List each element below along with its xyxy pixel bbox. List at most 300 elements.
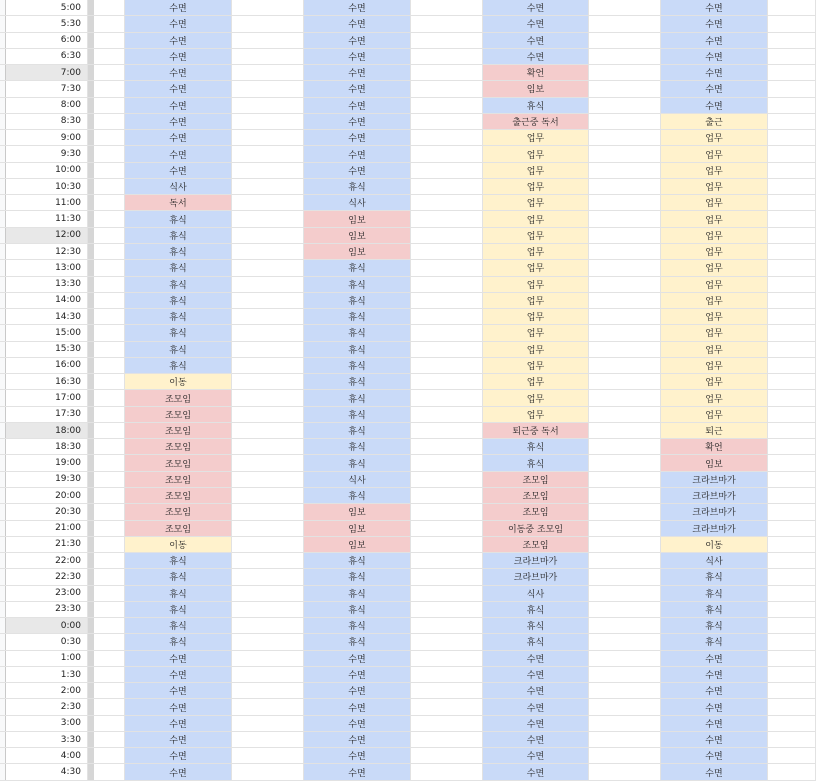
schedule-cell[interactable]: 휴식 xyxy=(661,602,768,617)
time-cell[interactable]: 15:00 xyxy=(6,325,88,340)
empty-cell[interactable] xyxy=(94,472,125,487)
schedule-cell[interactable]: 업무 xyxy=(661,163,768,178)
empty-cell[interactable] xyxy=(589,211,661,226)
empty-cell[interactable] xyxy=(411,211,483,226)
empty-cell[interactable] xyxy=(589,553,661,568)
empty-cell[interactable] xyxy=(589,49,661,64)
empty-cell[interactable] xyxy=(411,130,483,145)
schedule-cell[interactable]: 수면 xyxy=(125,716,232,731)
empty-cell[interactable] xyxy=(94,667,125,682)
empty-cell[interactable] xyxy=(768,325,816,340)
empty-cell[interactable] xyxy=(768,602,816,617)
empty-cell[interactable] xyxy=(768,699,816,714)
empty-cell[interactable] xyxy=(768,569,816,584)
empty-cell[interactable] xyxy=(232,504,304,519)
empty-cell[interactable] xyxy=(768,179,816,194)
schedule-cell[interactable]: 출근중 독서 xyxy=(483,114,589,129)
schedule-cell[interactable]: 식사 xyxy=(304,195,411,210)
schedule-cell[interactable]: 휴식 xyxy=(304,374,411,389)
empty-cell[interactable] xyxy=(589,390,661,405)
empty-cell[interactable] xyxy=(94,390,125,405)
schedule-cell[interactable]: 휴식 xyxy=(661,569,768,584)
empty-cell[interactable] xyxy=(768,309,816,324)
schedule-cell[interactable]: 휴식 xyxy=(304,553,411,568)
empty-cell[interactable] xyxy=(94,98,125,113)
schedule-cell[interactable]: 업무 xyxy=(661,179,768,194)
time-cell[interactable]: 7:30 xyxy=(6,81,88,96)
schedule-cell[interactable]: 수면 xyxy=(125,98,232,113)
schedule-cell[interactable]: 수면 xyxy=(304,732,411,747)
empty-cell[interactable] xyxy=(589,33,661,48)
empty-cell[interactable] xyxy=(411,195,483,210)
empty-cell[interactable] xyxy=(411,374,483,389)
time-cell[interactable]: 8:00 xyxy=(6,98,88,113)
empty-cell[interactable] xyxy=(589,488,661,503)
empty-cell[interactable] xyxy=(411,65,483,80)
empty-cell[interactable] xyxy=(589,651,661,666)
schedule-cell[interactable]: 수면 xyxy=(483,732,589,747)
empty-cell[interactable] xyxy=(768,163,816,178)
empty-cell[interactable] xyxy=(232,683,304,698)
time-cell[interactable]: 8:30 xyxy=(6,114,88,129)
schedule-cell[interactable]: 휴식 xyxy=(304,260,411,275)
empty-cell[interactable] xyxy=(411,228,483,243)
schedule-cell[interactable]: 휴식 xyxy=(483,455,589,470)
schedule-cell[interactable]: 수면 xyxy=(661,699,768,714)
empty-cell[interactable] xyxy=(232,0,304,15)
time-cell[interactable]: 23:30 xyxy=(6,602,88,617)
empty-cell[interactable] xyxy=(589,602,661,617)
schedule-cell[interactable]: 퇴근 xyxy=(661,423,768,438)
schedule-cell[interactable]: 조모임 xyxy=(125,504,232,519)
empty-cell[interactable] xyxy=(94,521,125,536)
time-cell[interactable]: 19:00 xyxy=(6,455,88,470)
time-cell[interactable]: 9:30 xyxy=(6,146,88,161)
time-cell[interactable]: 10:00 xyxy=(6,163,88,178)
empty-cell[interactable] xyxy=(589,683,661,698)
empty-cell[interactable] xyxy=(589,195,661,210)
time-cell[interactable]: 6:30 xyxy=(6,49,88,64)
empty-cell[interactable] xyxy=(589,407,661,422)
empty-cell[interactable] xyxy=(768,683,816,698)
empty-cell[interactable] xyxy=(232,407,304,422)
empty-cell[interactable] xyxy=(232,716,304,731)
schedule-cell[interactable]: 수면 xyxy=(125,49,232,64)
time-cell[interactable]: 11:30 xyxy=(6,211,88,226)
schedule-cell[interactable]: 휴식 xyxy=(125,228,232,243)
schedule-cell[interactable]: 업무 xyxy=(661,342,768,357)
empty-cell[interactable] xyxy=(411,98,483,113)
empty-cell[interactable] xyxy=(232,602,304,617)
schedule-cell[interactable]: 크라브마가 xyxy=(661,504,768,519)
schedule-cell[interactable]: 업무 xyxy=(661,244,768,259)
empty-cell[interactable] xyxy=(589,130,661,145)
schedule-cell[interactable]: 크라브마가 xyxy=(661,472,768,487)
empty-cell[interactable] xyxy=(411,407,483,422)
empty-cell[interactable] xyxy=(589,764,661,779)
empty-cell[interactable] xyxy=(768,748,816,763)
empty-cell[interactable] xyxy=(768,732,816,747)
time-cell[interactable]: 10:30 xyxy=(6,179,88,194)
schedule-cell[interactable]: 업무 xyxy=(661,130,768,145)
schedule-cell[interactable]: 업무 xyxy=(483,342,589,357)
schedule-cell[interactable]: 휴식 xyxy=(304,423,411,438)
empty-cell[interactable] xyxy=(232,748,304,763)
empty-cell[interactable] xyxy=(589,537,661,552)
schedule-cell[interactable]: 업무 xyxy=(661,407,768,422)
schedule-cell[interactable]: 조모임 xyxy=(483,504,589,519)
schedule-cell[interactable]: 업무 xyxy=(483,244,589,259)
schedule-cell[interactable]: 업무 xyxy=(483,407,589,422)
empty-cell[interactable] xyxy=(768,390,816,405)
schedule-cell[interactable]: 이동 xyxy=(125,537,232,552)
schedule-cell[interactable]: 수면 xyxy=(661,16,768,31)
schedule-cell[interactable]: 조모임 xyxy=(125,439,232,454)
time-cell[interactable]: 5:00 xyxy=(6,0,88,15)
schedule-cell[interactable]: 수면 xyxy=(125,651,232,666)
schedule-cell[interactable]: 업무 xyxy=(483,146,589,161)
schedule-cell[interactable]: 수면 xyxy=(483,699,589,714)
time-cell[interactable]: 0:00 xyxy=(6,618,88,633)
schedule-cell[interactable]: 수면 xyxy=(304,81,411,96)
time-cell[interactable]: 18:00 xyxy=(6,423,88,438)
empty-cell[interactable] xyxy=(411,423,483,438)
schedule-cell[interactable]: 수면 xyxy=(483,748,589,763)
schedule-cell[interactable]: 휴식 xyxy=(483,439,589,454)
empty-cell[interactable] xyxy=(411,309,483,324)
schedule-cell[interactable]: 크라브마가 xyxy=(661,521,768,536)
empty-cell[interactable] xyxy=(411,146,483,161)
schedule-cell[interactable]: 휴식 xyxy=(304,634,411,649)
empty-cell[interactable] xyxy=(768,65,816,80)
time-cell[interactable]: 5:30 xyxy=(6,16,88,31)
time-cell[interactable]: 14:30 xyxy=(6,309,88,324)
schedule-cell[interactable]: 수면 xyxy=(483,764,589,779)
time-cell[interactable]: 21:00 xyxy=(6,521,88,536)
empty-cell[interactable] xyxy=(232,732,304,747)
time-cell[interactable]: 16:00 xyxy=(6,358,88,373)
schedule-cell[interactable]: 수면 xyxy=(661,651,768,666)
schedule-cell[interactable]: 수면 xyxy=(661,98,768,113)
empty-cell[interactable] xyxy=(589,521,661,536)
schedule-cell[interactable]: 업무 xyxy=(483,195,589,210)
schedule-cell[interactable]: 임보 xyxy=(304,521,411,536)
empty-cell[interactable] xyxy=(232,114,304,129)
empty-cell[interactable] xyxy=(768,651,816,666)
schedule-cell[interactable]: 업무 xyxy=(483,163,589,178)
empty-cell[interactable] xyxy=(94,260,125,275)
schedule-cell[interactable]: 업무 xyxy=(483,130,589,145)
empty-cell[interactable] xyxy=(411,699,483,714)
schedule-cell[interactable]: 이동 xyxy=(661,537,768,552)
schedule-cell[interactable]: 업무 xyxy=(661,309,768,324)
empty-cell[interactable] xyxy=(768,114,816,129)
schedule-cell[interactable]: 수면 xyxy=(125,764,232,779)
empty-cell[interactable] xyxy=(411,488,483,503)
empty-cell[interactable] xyxy=(768,293,816,308)
schedule-cell[interactable]: 수면 xyxy=(304,33,411,48)
empty-cell[interactable] xyxy=(94,374,125,389)
schedule-cell[interactable]: 크라브마가 xyxy=(483,553,589,568)
empty-cell[interactable] xyxy=(232,423,304,438)
schedule-cell[interactable]: 휴식 xyxy=(304,179,411,194)
empty-cell[interactable] xyxy=(768,211,816,226)
schedule-cell[interactable]: 조모임 xyxy=(125,521,232,536)
time-cell[interactable]: 7:00 xyxy=(6,65,88,80)
empty-cell[interactable] xyxy=(768,537,816,552)
schedule-cell[interactable]: 조모임 xyxy=(125,390,232,405)
schedule-cell[interactable]: 업무 xyxy=(483,325,589,340)
empty-cell[interactable] xyxy=(232,98,304,113)
empty-cell[interactable] xyxy=(94,764,125,779)
empty-cell[interactable] xyxy=(411,81,483,96)
empty-cell[interactable] xyxy=(589,309,661,324)
empty-cell[interactable] xyxy=(232,65,304,80)
empty-cell[interactable] xyxy=(411,553,483,568)
empty-cell[interactable] xyxy=(768,716,816,731)
empty-cell[interactable] xyxy=(232,81,304,96)
empty-cell[interactable] xyxy=(94,553,125,568)
empty-cell[interactable] xyxy=(768,634,816,649)
empty-cell[interactable] xyxy=(232,277,304,292)
schedule-cell[interactable]: 업무 xyxy=(483,390,589,405)
schedule-cell[interactable]: 독서 xyxy=(125,195,232,210)
time-cell[interactable]: 6:00 xyxy=(6,33,88,48)
empty-cell[interactable] xyxy=(94,81,125,96)
empty-cell[interactable] xyxy=(94,16,125,31)
schedule-cell[interactable]: 수면 xyxy=(125,699,232,714)
schedule-cell[interactable]: 휴식 xyxy=(125,634,232,649)
schedule-cell[interactable]: 수면 xyxy=(125,163,232,178)
schedule-cell[interactable]: 휴식 xyxy=(304,390,411,405)
empty-cell[interactable] xyxy=(768,195,816,210)
empty-cell[interactable] xyxy=(232,764,304,779)
time-cell[interactable]: 2:30 xyxy=(6,699,88,714)
empty-cell[interactable] xyxy=(94,65,125,80)
schedule-cell[interactable]: 수면 xyxy=(661,667,768,682)
empty-cell[interactable] xyxy=(232,325,304,340)
empty-cell[interactable] xyxy=(768,667,816,682)
empty-cell[interactable] xyxy=(411,114,483,129)
empty-cell[interactable] xyxy=(232,667,304,682)
empty-cell[interactable] xyxy=(94,114,125,129)
schedule-cell[interactable]: 임보 xyxy=(304,211,411,226)
empty-cell[interactable] xyxy=(232,455,304,470)
empty-cell[interactable] xyxy=(232,537,304,552)
empty-cell[interactable] xyxy=(232,358,304,373)
schedule-cell[interactable]: 휴식 xyxy=(125,325,232,340)
schedule-cell[interactable]: 수면 xyxy=(125,667,232,682)
schedule-cell[interactable]: 수면 xyxy=(483,651,589,666)
empty-cell[interactable] xyxy=(232,228,304,243)
empty-cell[interactable] xyxy=(411,455,483,470)
empty-cell[interactable] xyxy=(589,114,661,129)
schedule-cell[interactable]: 휴식 xyxy=(304,586,411,601)
empty-cell[interactable] xyxy=(232,293,304,308)
empty-cell[interactable] xyxy=(411,260,483,275)
schedule-cell[interactable]: 조모임 xyxy=(483,472,589,487)
empty-cell[interactable] xyxy=(94,586,125,601)
schedule-cell[interactable]: 수면 xyxy=(304,163,411,178)
schedule-cell[interactable]: 업무 xyxy=(661,211,768,226)
schedule-cell[interactable]: 수면 xyxy=(125,683,232,698)
empty-cell[interactable] xyxy=(589,374,661,389)
empty-cell[interactable] xyxy=(589,81,661,96)
empty-cell[interactable] xyxy=(411,748,483,763)
empty-cell[interactable] xyxy=(411,634,483,649)
time-cell[interactable]: 12:30 xyxy=(6,244,88,259)
time-cell[interactable]: 0:30 xyxy=(6,634,88,649)
empty-cell[interactable] xyxy=(589,342,661,357)
empty-cell[interactable] xyxy=(94,163,125,178)
schedule-cell[interactable]: 수면 xyxy=(125,0,232,15)
empty-cell[interactable] xyxy=(411,537,483,552)
empty-cell[interactable] xyxy=(768,488,816,503)
schedule-cell[interactable]: 휴식 xyxy=(125,309,232,324)
empty-cell[interactable] xyxy=(232,195,304,210)
schedule-cell[interactable]: 임보 xyxy=(304,244,411,259)
schedule-cell[interactable]: 수면 xyxy=(483,683,589,698)
empty-cell[interactable] xyxy=(94,602,125,617)
schedule-cell[interactable]: 휴식 xyxy=(661,634,768,649)
empty-cell[interactable] xyxy=(232,699,304,714)
empty-cell[interactable] xyxy=(94,211,125,226)
empty-cell[interactable] xyxy=(232,309,304,324)
empty-cell[interactable] xyxy=(589,439,661,454)
empty-cell[interactable] xyxy=(589,716,661,731)
empty-cell[interactable] xyxy=(589,179,661,194)
empty-cell[interactable] xyxy=(768,130,816,145)
schedule-cell[interactable]: 식사 xyxy=(125,179,232,194)
empty-cell[interactable] xyxy=(94,0,125,15)
empty-cell[interactable] xyxy=(94,455,125,470)
empty-cell[interactable] xyxy=(94,748,125,763)
empty-cell[interactable] xyxy=(94,277,125,292)
empty-cell[interactable] xyxy=(94,683,125,698)
schedule-cell[interactable]: 수면 xyxy=(125,732,232,747)
empty-cell[interactable] xyxy=(411,342,483,357)
empty-cell[interactable] xyxy=(232,33,304,48)
empty-cell[interactable] xyxy=(232,49,304,64)
schedule-cell[interactable]: 휴식 xyxy=(304,358,411,373)
empty-cell[interactable] xyxy=(411,0,483,15)
empty-cell[interactable] xyxy=(94,537,125,552)
schedule-cell[interactable]: 업무 xyxy=(483,374,589,389)
schedule-cell[interactable]: 퇴근중 독서 xyxy=(483,423,589,438)
empty-cell[interactable] xyxy=(768,618,816,633)
empty-cell[interactable] xyxy=(768,521,816,536)
empty-cell[interactable] xyxy=(411,179,483,194)
schedule-cell[interactable]: 임보 xyxy=(304,504,411,519)
time-cell[interactable]: 11:00 xyxy=(6,195,88,210)
empty-cell[interactable] xyxy=(589,65,661,80)
empty-cell[interactable] xyxy=(768,553,816,568)
empty-cell[interactable] xyxy=(232,472,304,487)
time-cell[interactable]: 2:00 xyxy=(6,683,88,698)
empty-cell[interactable] xyxy=(411,602,483,617)
schedule-cell[interactable]: 휴식 xyxy=(304,455,411,470)
schedule-cell[interactable]: 수면 xyxy=(661,683,768,698)
schedule-cell[interactable]: 수면 xyxy=(304,114,411,129)
schedule-cell[interactable]: 업무 xyxy=(661,390,768,405)
schedule-cell[interactable]: 식사 xyxy=(483,586,589,601)
empty-cell[interactable] xyxy=(768,277,816,292)
schedule-cell[interactable]: 수면 xyxy=(304,667,411,682)
schedule-cell[interactable]: 수면 xyxy=(304,764,411,779)
time-cell[interactable]: 1:30 xyxy=(6,667,88,682)
schedule-cell[interactable]: 휴식 xyxy=(125,244,232,259)
empty-cell[interactable] xyxy=(94,651,125,666)
empty-cell[interactable] xyxy=(411,358,483,373)
schedule-cell[interactable]: 임보 xyxy=(304,537,411,552)
schedule-cell[interactable]: 수면 xyxy=(304,699,411,714)
empty-cell[interactable] xyxy=(589,455,661,470)
time-cell[interactable]: 4:30 xyxy=(6,764,88,779)
empty-cell[interactable] xyxy=(589,699,661,714)
empty-cell[interactable] xyxy=(411,732,483,747)
empty-cell[interactable] xyxy=(589,472,661,487)
schedule-cell[interactable]: 휴식 xyxy=(125,618,232,633)
time-cell[interactable]: 3:30 xyxy=(6,732,88,747)
empty-cell[interactable] xyxy=(768,439,816,454)
schedule-cell[interactable]: 휴식 xyxy=(483,602,589,617)
empty-cell[interactable] xyxy=(589,16,661,31)
schedule-cell[interactable]: 수면 xyxy=(304,98,411,113)
empty-cell[interactable] xyxy=(589,586,661,601)
schedule-cell[interactable]: 업무 xyxy=(661,374,768,389)
time-cell[interactable]: 1:00 xyxy=(6,651,88,666)
empty-cell[interactable] xyxy=(589,667,661,682)
schedule-cell[interactable]: 업무 xyxy=(483,358,589,373)
empty-cell[interactable] xyxy=(94,634,125,649)
schedule-cell[interactable]: 휴식 xyxy=(304,342,411,357)
empty-cell[interactable] xyxy=(411,244,483,259)
schedule-cell[interactable]: 수면 xyxy=(304,49,411,64)
empty-cell[interactable] xyxy=(94,33,125,48)
empty-cell[interactable] xyxy=(94,732,125,747)
empty-cell[interactable] xyxy=(589,423,661,438)
empty-cell[interactable] xyxy=(94,716,125,731)
schedule-cell[interactable]: 업무 xyxy=(661,195,768,210)
schedule-cell[interactable]: 수면 xyxy=(661,65,768,80)
schedule-cell[interactable]: 크라브마가 xyxy=(483,569,589,584)
schedule-cell[interactable]: 수면 xyxy=(483,16,589,31)
schedule-cell[interactable]: 수면 xyxy=(304,65,411,80)
time-cell[interactable]: 15:30 xyxy=(6,342,88,357)
schedule-cell[interactable]: 조모임 xyxy=(125,488,232,503)
empty-cell[interactable] xyxy=(589,325,661,340)
schedule-cell[interactable]: 업무 xyxy=(661,358,768,373)
schedule-cell[interactable]: 휴식 xyxy=(304,325,411,340)
time-cell[interactable]: 13:30 xyxy=(6,277,88,292)
schedule-cell[interactable]: 휴식 xyxy=(125,602,232,617)
empty-cell[interactable] xyxy=(768,16,816,31)
empty-cell[interactable] xyxy=(768,472,816,487)
schedule-cell[interactable]: 조모임 xyxy=(125,423,232,438)
empty-cell[interactable] xyxy=(768,49,816,64)
schedule-cell[interactable]: 조모임 xyxy=(125,472,232,487)
schedule-cell[interactable]: 수면 xyxy=(483,49,589,64)
schedule-cell[interactable]: 휴식 xyxy=(125,277,232,292)
schedule-cell[interactable]: 수면 xyxy=(661,748,768,763)
schedule-cell[interactable]: 수면 xyxy=(125,16,232,31)
empty-cell[interactable] xyxy=(768,342,816,357)
empty-cell[interactable] xyxy=(232,488,304,503)
time-cell[interactable]: 9:00 xyxy=(6,130,88,145)
schedule-cell[interactable]: 수면 xyxy=(661,49,768,64)
empty-cell[interactable] xyxy=(589,293,661,308)
schedule-cell[interactable]: 업무 xyxy=(483,260,589,275)
